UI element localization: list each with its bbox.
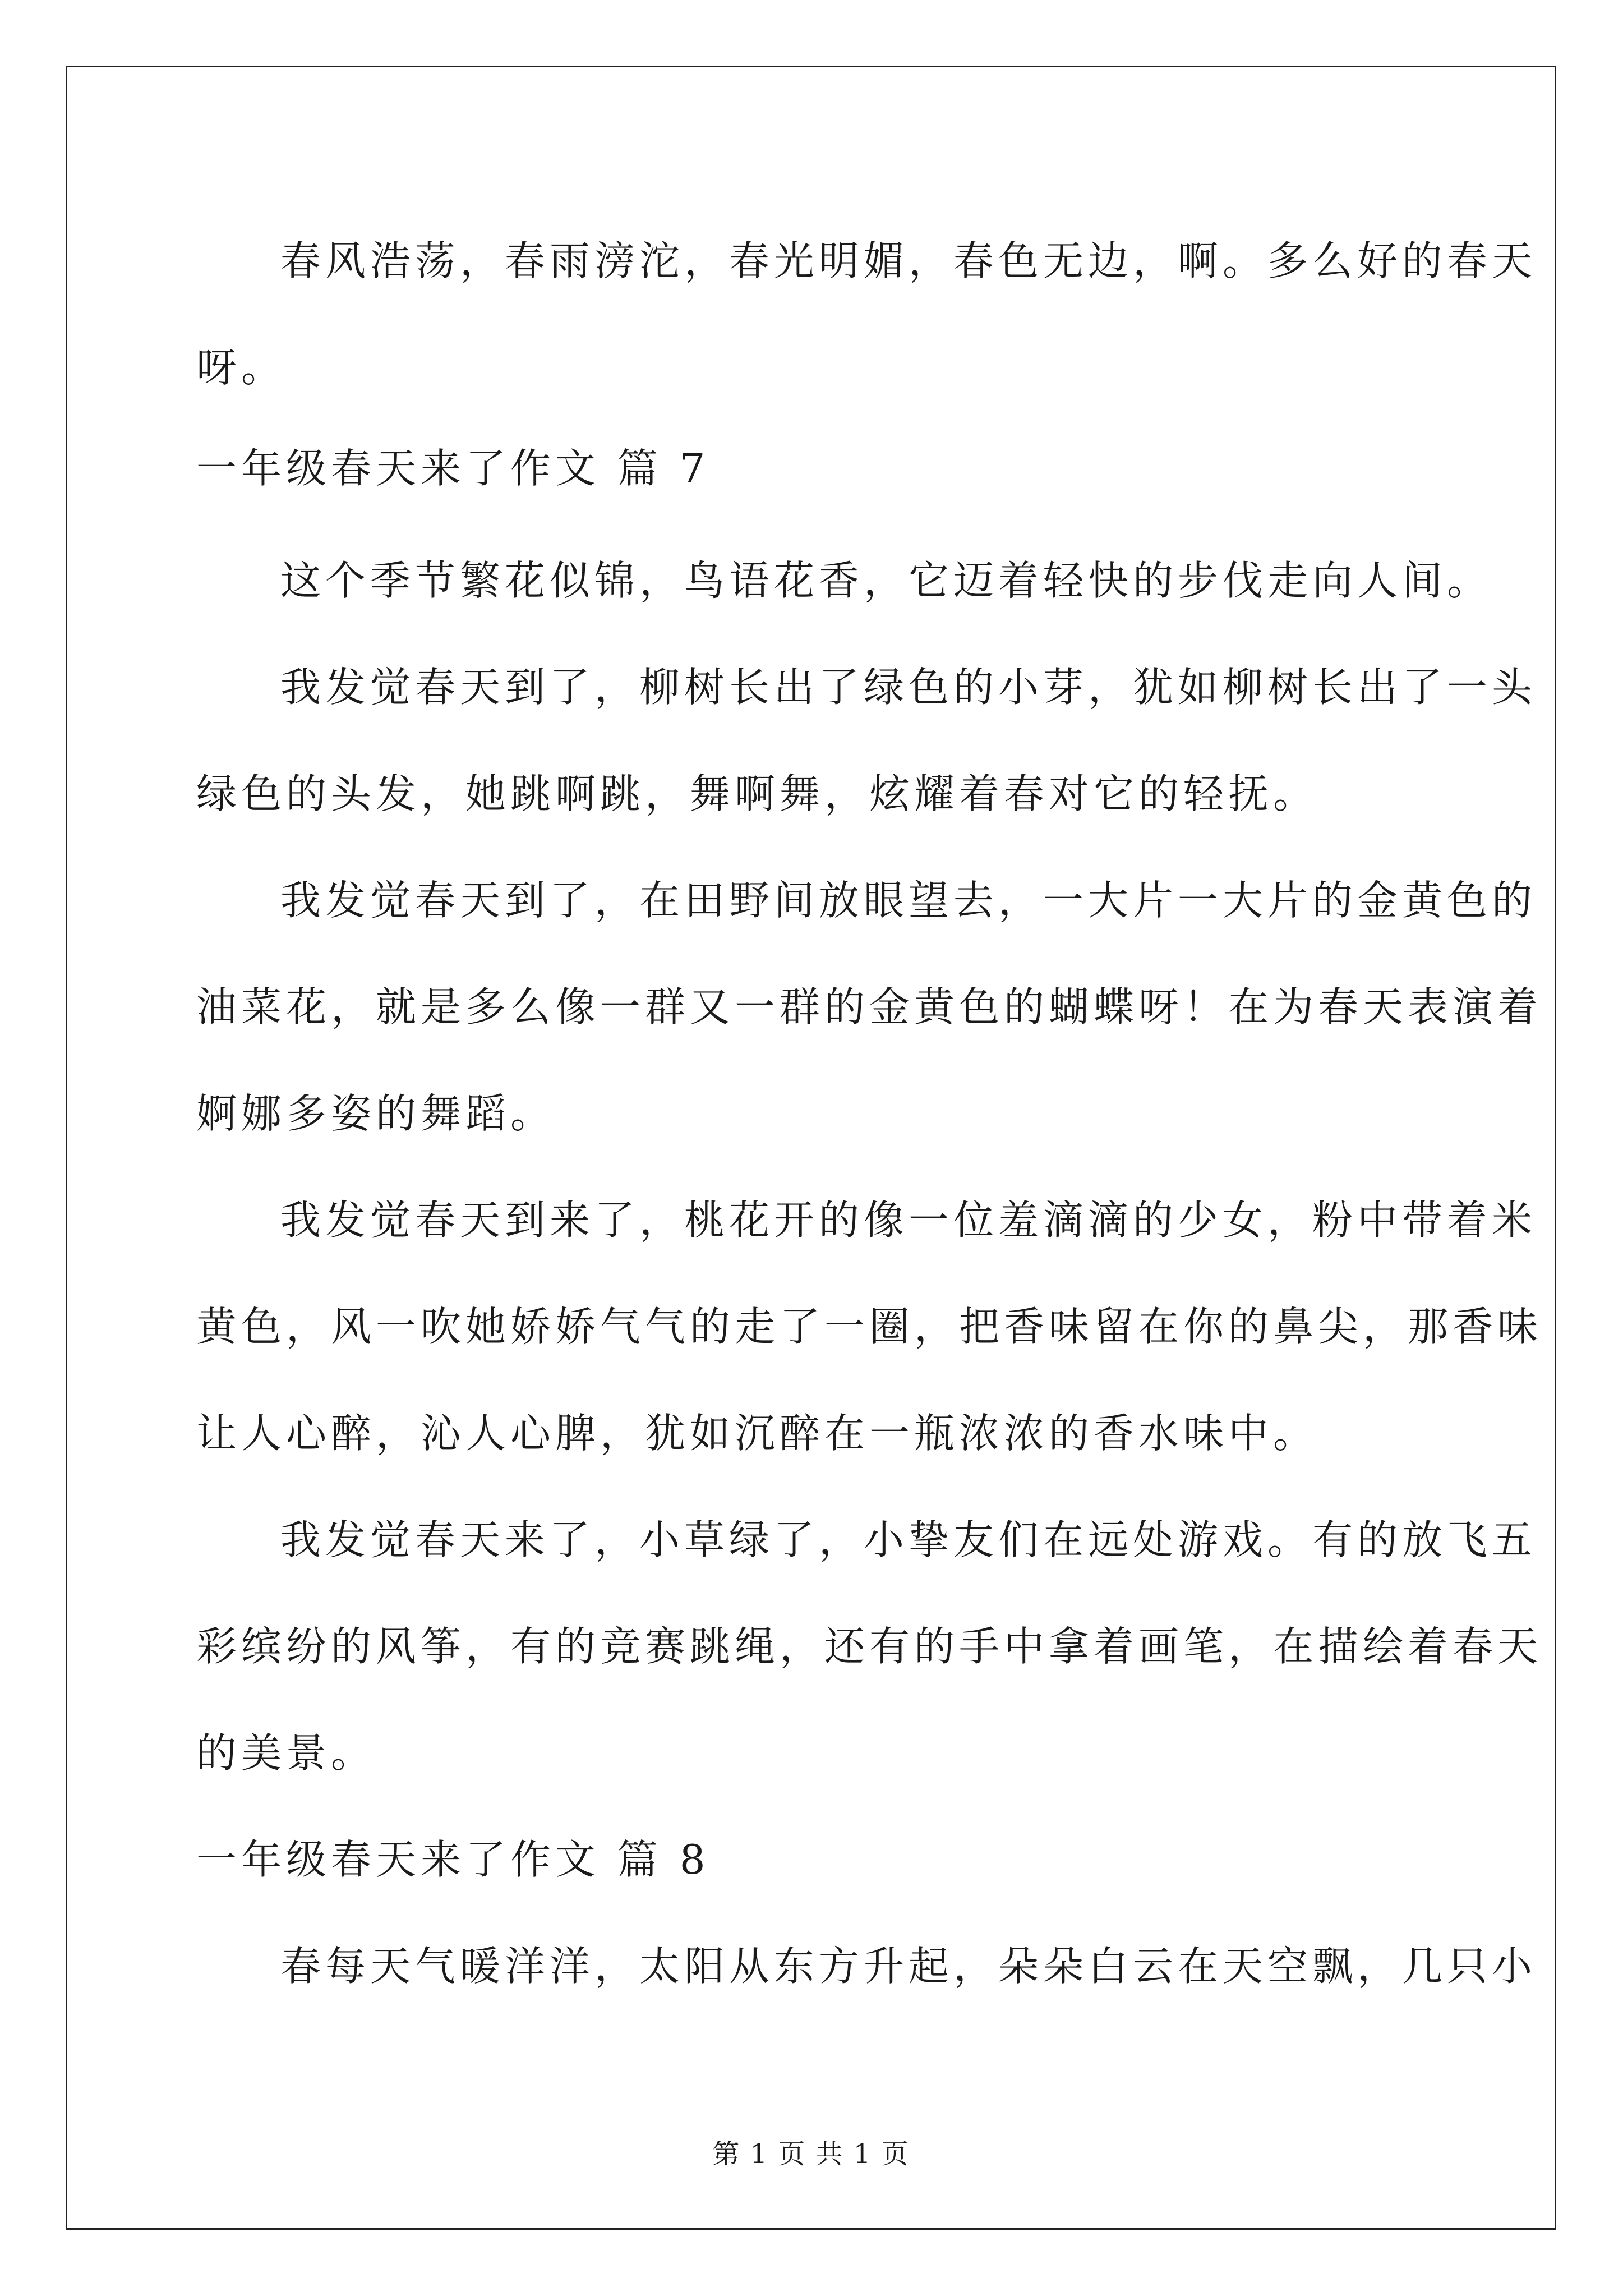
- paragraph-line: 这个季节繁花似锦，鸟语花香，它迈着轻快的步伐走向人间。: [280, 557, 1492, 604]
- paragraph-line: 呀。: [196, 344, 287, 391]
- paragraph-line: 绿色的头发，她跳啊跳，舞啊舞，炫耀着春对它的轻抚。: [196, 770, 1318, 817]
- paragraph-line: 让人心醉，沁人心脾，犹如沉醉在一瓶浓浓的香水味中。: [196, 1410, 1318, 1457]
- paragraph-line: 油菜花，就是多么像一群又一群的金黄色的蝴蝶呀！在为春天表演着: [196, 983, 1543, 1030]
- paragraph-line: 的美景。: [196, 1729, 376, 1777]
- paragraph-line: 我发觉春天到来了，桃花开的像一位羞滴滴的少女，粉中带着米: [280, 1197, 1537, 1244]
- section-heading: 一年级春天来了作文 篇 7: [196, 445, 710, 492]
- paragraph-line: 黄色，风一吹她娇娇气气的走了一圈，把香味留在你的鼻尖，那香味: [196, 1303, 1543, 1350]
- paragraph-line: 彩缤纷的风筝，有的竞赛跳绳，还有的手中拿着画笔，在描绘着春天: [196, 1623, 1543, 1670]
- paragraph-line: 我发觉春天来了，小草绿了，小挚友们在远处游戏。有的放飞五: [280, 1516, 1537, 1563]
- page-footer: 第 1 页 共 1 页: [712, 2138, 910, 2170]
- paragraph-line: 我发觉春天到了，柳树长出了绿色的小芽，犹如柳树长出了一头: [280, 664, 1537, 711]
- paragraph-line: 我发觉春天到了，在田野间放眼望去，一大片一大片的金黄色的: [280, 877, 1537, 924]
- paragraph-line: 春风浩荡，春雨滂沱，春光明媚，春色无边，啊。多么好的春天: [280, 237, 1537, 284]
- paragraph-line: 婀娜多姿的舞蹈。: [196, 1090, 556, 1137]
- page-frame: [66, 66, 1556, 2230]
- paragraph-line: 春每天气暖洋洋，太阳从东方升起，朵朵白云在天空飘，几只小: [280, 1943, 1537, 1990]
- section-heading: 一年级春天来了作文 篇 8: [196, 1836, 710, 1883]
